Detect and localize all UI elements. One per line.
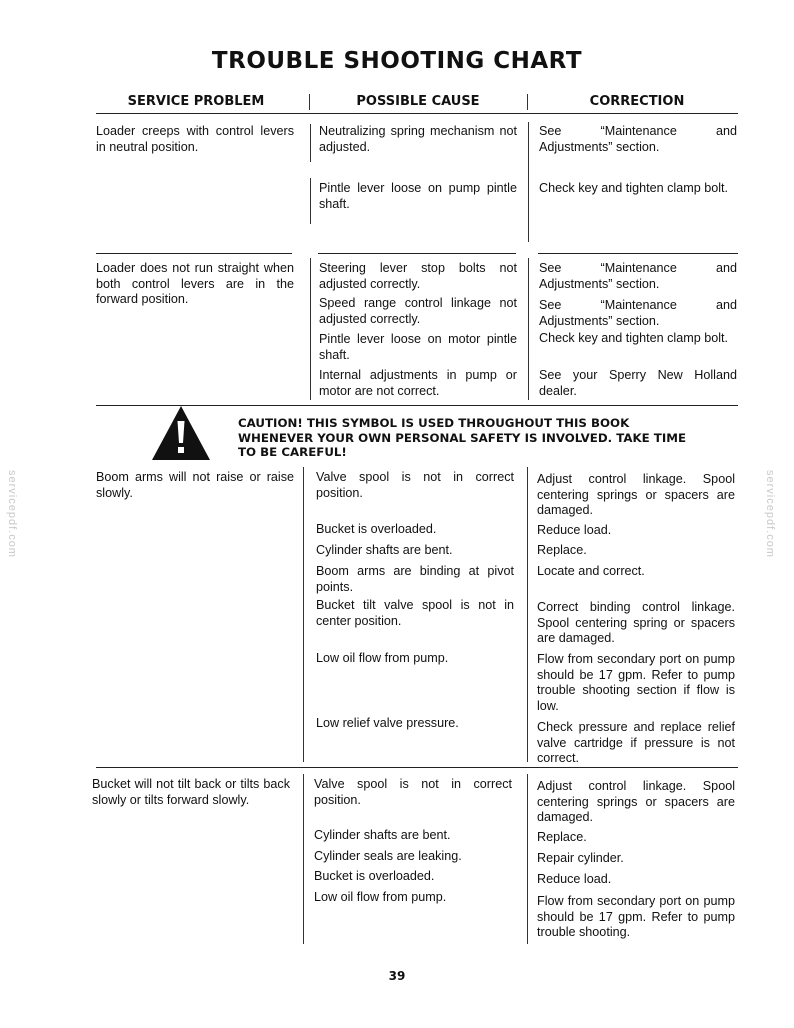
watermark-left: servicepdf.com	[6, 470, 18, 558]
correction: Repair cylinder.	[537, 851, 624, 865]
service-problem-2: Loader does not run straight when both control levers are in the forward position.	[96, 261, 294, 306]
correction: Replace.	[537, 830, 587, 844]
correction: Correct binding control linkage. Spool centering spring or spacers are damaged.	[537, 600, 735, 645]
possible-cause: Cylinder shafts are bent.	[316, 543, 453, 557]
correction: Check key and tighten clamp bolt.	[539, 331, 729, 345]
section-rule	[96, 767, 738, 768]
possible-cause: Low oil flow from pump.	[314, 890, 447, 904]
watermark-right: servicepdf.com	[764, 470, 776, 558]
section-rule	[318, 253, 516, 254]
header-rule	[96, 113, 738, 114]
page-title: TROUBLE SHOOTING CHART	[211, 48, 583, 74]
column-divider	[528, 258, 529, 400]
correction: See “Maintenance and Adjustments” section.	[539, 261, 737, 291]
correction: Locate and correct.	[537, 564, 645, 578]
header-correction: CORRECTION	[589, 94, 685, 109]
possible-cause: Neutralizing spring mechanism not adjusted.	[319, 124, 517, 154]
correction: See your Sperry New Holland dealer.	[539, 368, 737, 398]
possible-cause: Valve spool is not in correct position.	[314, 777, 512, 807]
correction: Check key and tighten clamp bolt.	[539, 181, 729, 195]
possible-cause: Valve spool is not in correct position.	[316, 470, 514, 500]
service-problem-1: Loader creeps with control levers in neutral position.	[96, 124, 294, 154]
correction: Adjust control linkage. Spool centering springs or spacers are damaged.	[537, 472, 735, 517]
correction: Adjust control linkage. Spool centering springs or spacers are damaged.	[537, 779, 735, 824]
possible-cause: Low relief valve pressure.	[316, 716, 459, 730]
section-rule	[538, 253, 738, 254]
possible-cause: Cylinder seals are leaking.	[314, 849, 462, 863]
service-problem-3: Boom arms will not raise or raise slowly.	[96, 470, 294, 500]
possible-cause: Pintle lever loose on motor pintle shaft.	[319, 332, 517, 362]
correction: See “Maintenance and Adjustments” section.	[539, 124, 737, 154]
column-divider	[303, 467, 304, 762]
possible-cause: Boom arms are binding at pivot points.	[316, 564, 514, 594]
possible-cause: Bucket is overloaded.	[314, 869, 435, 883]
caution-notice: CAUTION! THIS SYMBOL IS USED THROUGHOUT THIS BOOK WHENEVER YOUR OWN PERSONAL SAFETY IS INVOLVED. TAKE TIME TO BE CAREFUL!	[238, 416, 687, 459]
column-divider	[528, 122, 529, 242]
column-divider	[310, 178, 311, 224]
correction: Flow from secondary port on pump should be 17 gpm. Refer to pump trouble shooting.	[537, 894, 735, 939]
possible-cause: Steering lever stop bolts not adjusted correctly.	[319, 261, 517, 291]
correction: Reduce load.	[537, 872, 612, 886]
correction: Replace.	[537, 543, 587, 557]
page-number: 39	[388, 969, 406, 983]
possible-cause: Low oil flow from pump.	[316, 651, 449, 665]
correction: Reduce load.	[537, 523, 612, 537]
section-rule	[96, 253, 292, 254]
header-divider	[309, 94, 310, 110]
column-divider	[303, 774, 304, 944]
header-possible-cause: POSSIBLE CAUSE	[356, 94, 480, 109]
column-divider	[527, 774, 528, 944]
possible-cause: Internal adjustments in pump or motor are not correct.	[319, 368, 517, 398]
correction: Check pressure and replace relief valve cartridge if pressure is not correct.	[537, 720, 735, 765]
correction: See “Maintenance and Adjustments” section.	[539, 298, 737, 328]
possible-cause: Bucket tilt valve spool is not in center position.	[316, 598, 514, 628]
possible-cause: Cylinder shafts are bent.	[314, 828, 451, 842]
header-divider	[527, 94, 528, 110]
warning-triangle-icon	[150, 404, 212, 462]
header-service-problem: SERVICE PROBLEM	[127, 94, 265, 109]
possible-cause: Speed range control linkage not adjusted correctly.	[319, 296, 517, 326]
service-problem-4: Bucket will not tilt back or tilts back slowly or tilts forward slowly.	[92, 777, 290, 807]
possible-cause: Bucket is overloaded.	[316, 522, 437, 536]
column-divider	[310, 124, 311, 162]
column-divider	[527, 467, 528, 762]
column-divider	[310, 258, 311, 400]
possible-cause: Pintle lever loose on pump pintle shaft.	[319, 181, 517, 211]
correction: Flow from secondary port on pump should be 17 gpm. Refer to pump trouble shooting section if flow is low.	[537, 652, 735, 713]
